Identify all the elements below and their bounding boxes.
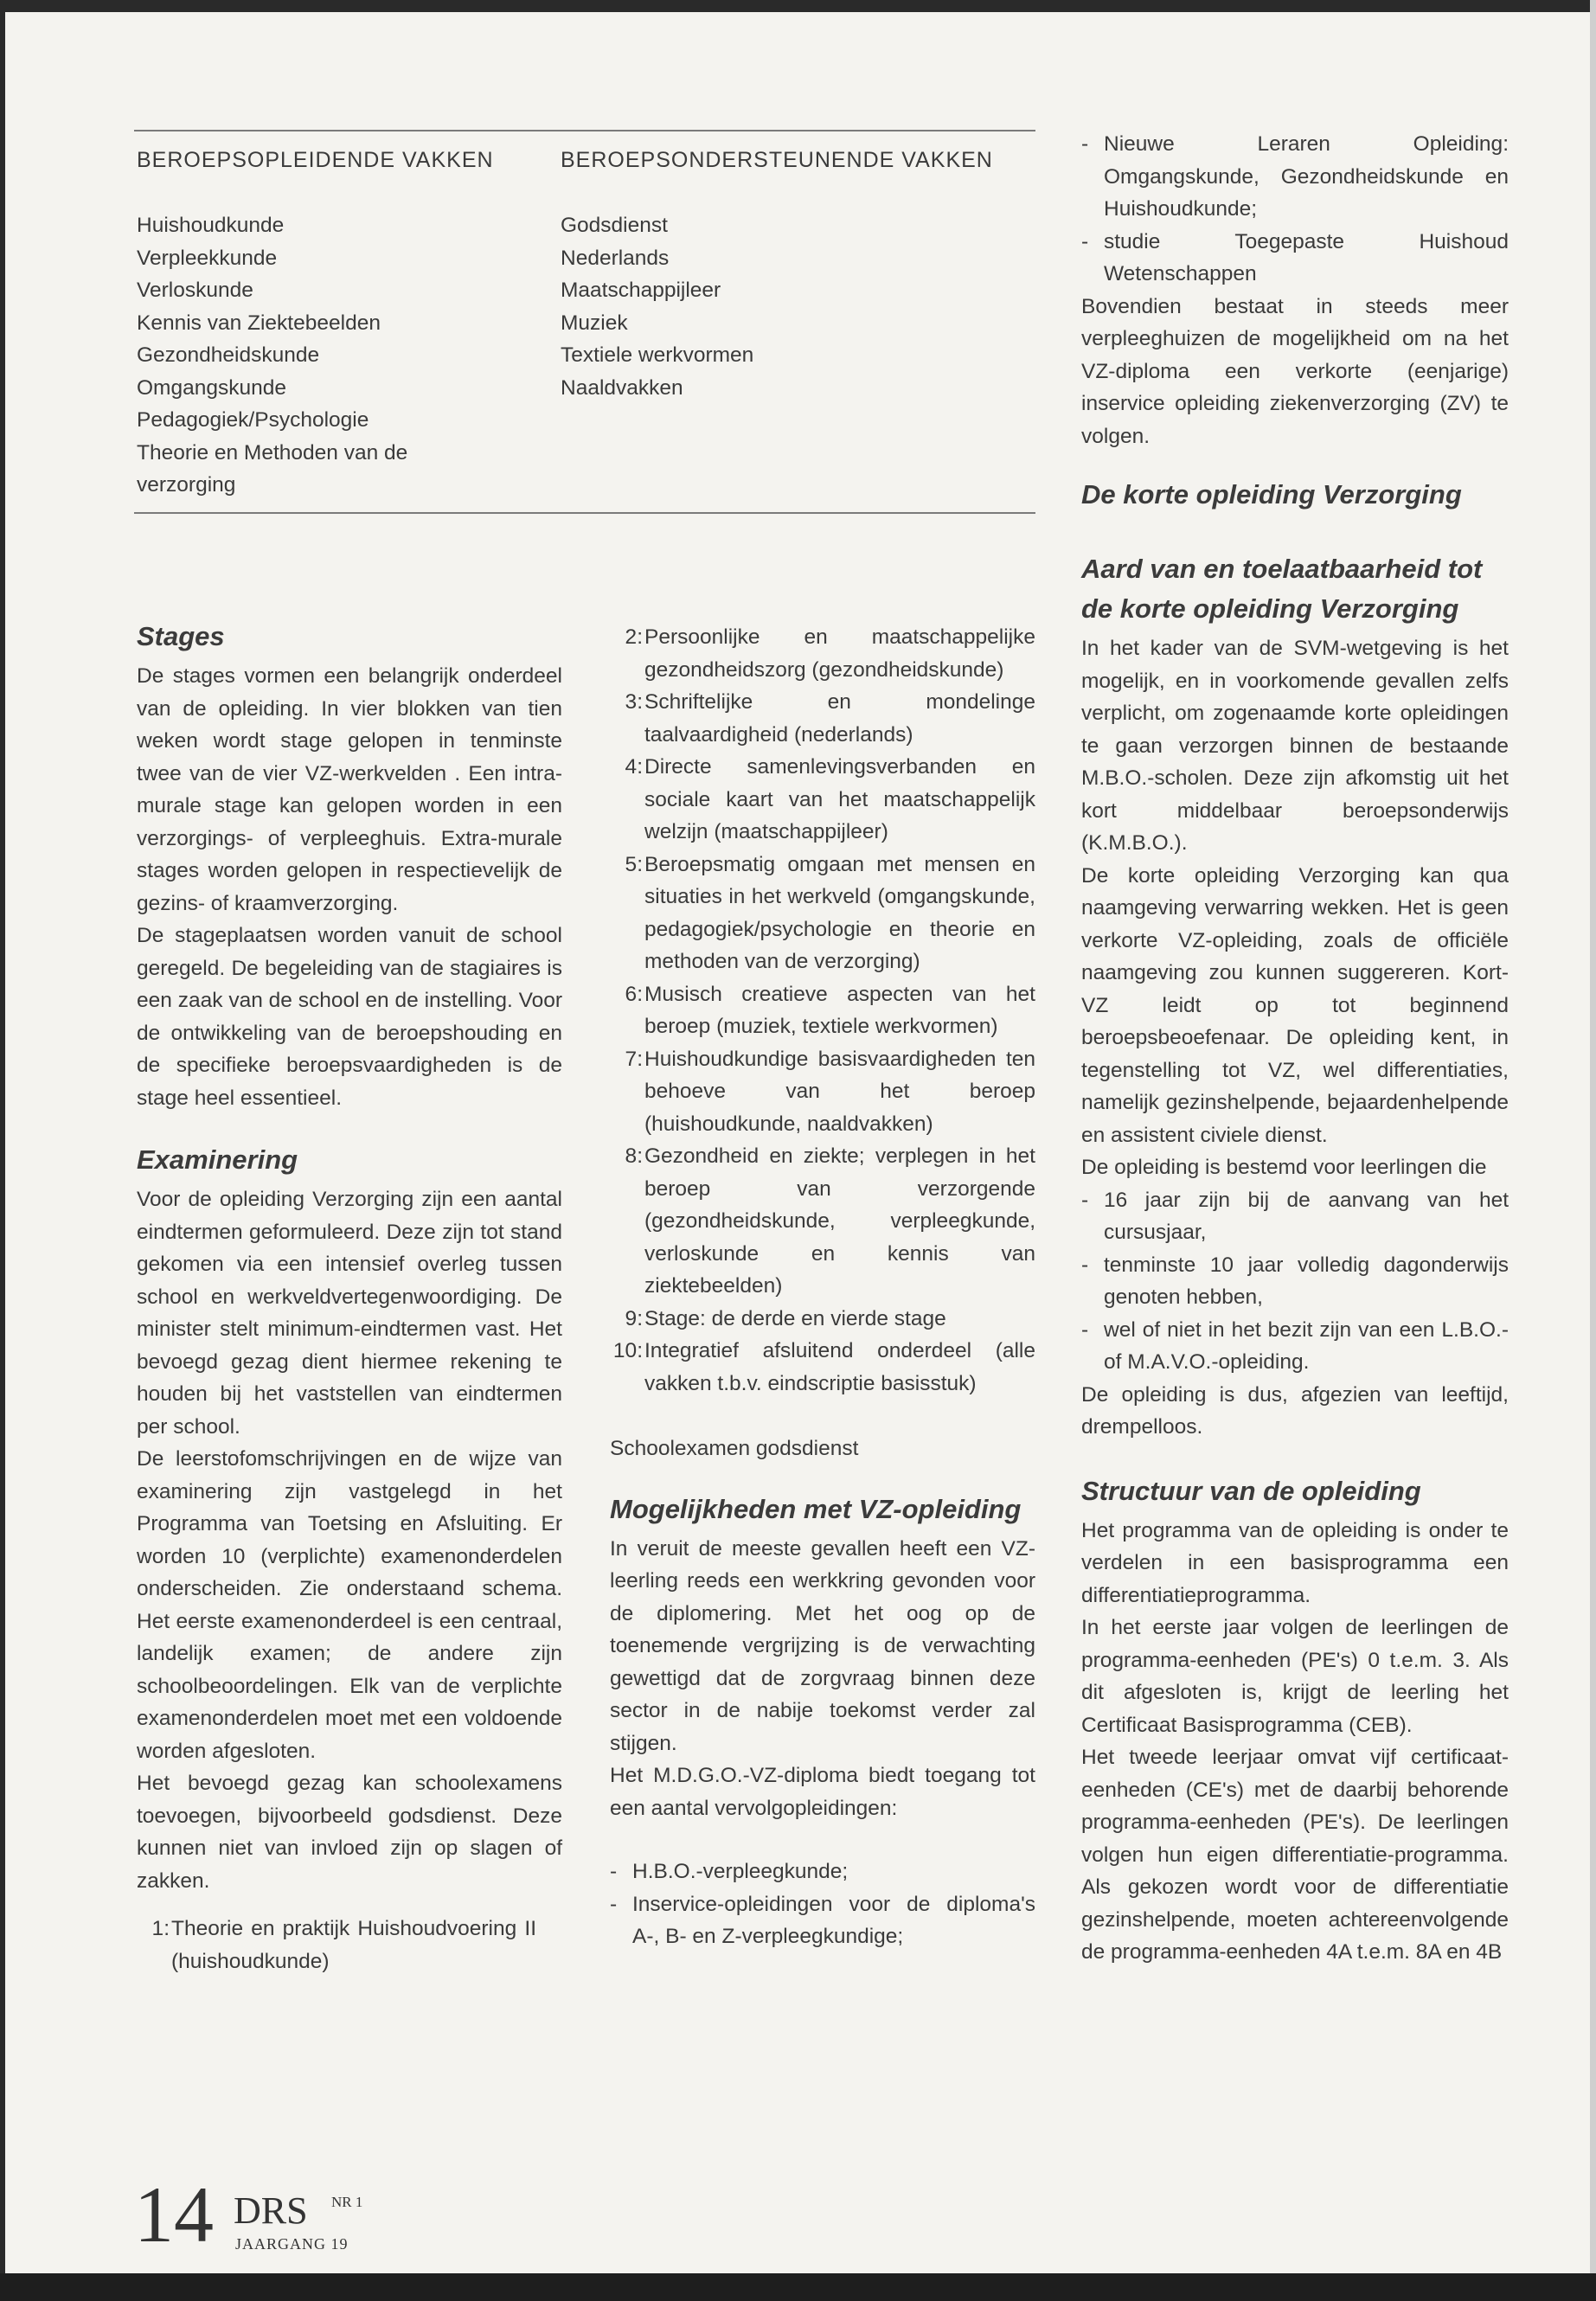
exam-item-text: Schriftelijke en mondelinge taalvaardigheid (nederlands) (644, 690, 1035, 747)
list-item: Textiele werkvormen (561, 343, 754, 367)
korte-opleiding-heading: De korte opleiding Verzorging (1081, 479, 1462, 510)
structuur-paragraph-1: Het programma van de opleiding is onder te verdelen in een basisprogramma een differentiatieprogramma. (1081, 1518, 1509, 1607)
column-3 (1081, 128, 1509, 1969)
subject-table-right (561, 145, 1045, 404)
list-item: - tenminste 10 jaar volledig dagonderwijs genoten hebben, (1081, 1249, 1509, 1314)
page-frame-top (0, 0, 1596, 12)
exam-item-text: Integratief afsluitend onderdeel (alle vakken t.b.v. eindscriptie basisstuk) (644, 1339, 1035, 1395)
requirements-list (1081, 1184, 1509, 1379)
structuur-paragraph-2: In het eerste jaar volgen de leerlingen de programma-eenheden (PE's) 0 t.e.m. 3. Als dit afgesloten is, krijgt de leerling het Certificaat Basisprogramma (CEB). (1081, 1616, 1509, 1737)
exam-item-number: 2 : (610, 621, 643, 654)
exam-item (610, 978, 1035, 1043)
list-item: - 16 jaar zijn bij de aanvang van het cursusjaar, (1081, 1184, 1509, 1249)
aard-paragraph-1: In het kader van de SVM-wetgeving is het mogelijk, en in voorkomende gevallen zelfs verplicht, om zogenaamde korte opleidingen te gaan verzorgen binnen de bestaande M.B.O.-scholen. Deze zijn afkomstig uit het kort middelbaar beroepsonderwijs (K.M.B.O.). (1081, 637, 1509, 855)
list-item: Naaldvakken (561, 375, 683, 400)
exam-item (610, 1043, 1035, 1141)
exam-item (610, 1140, 1035, 1303)
column-2 (610, 621, 1035, 1953)
exam-item-number: 9 : (610, 1303, 643, 1336)
list-item: verzorging (137, 473, 236, 497)
exam-item-text: Huishoudkundige basisvaardigheden ten behoeve van het beroep (huishoudkunde, naaldvakken) (644, 1047, 1035, 1136)
list-item: - studie Toegepaste Huishoud Wetenschappen (1081, 226, 1509, 291)
aard-heading: Aard van en toelaatbaarheid tot de korte opleiding Verzorging (1081, 554, 1483, 624)
list-item: Gezondheidskunde (137, 343, 320, 367)
table-top-rule (134, 130, 1035, 131)
examinering-heading: Examinering (137, 1144, 298, 1175)
table-header-beroepsondersteunend: BEROEPSONDERSTEUNENDE VAKKEN (561, 148, 993, 172)
structuur-heading: Structuur van de opleiding (1081, 1475, 1421, 1506)
beroepsondersteunende-list (561, 209, 1045, 404)
bovendien-paragraph: Bovendien bestaat in steeds meer verpleeghuizen de mogelijkheid om na het VZ-diploma een verkorte (eenjarige) inservice opleiding ziekenverzorging (ZV) te volgen. (1081, 294, 1509, 448)
mogelijkheden-heading: Mogelijkheden met VZ-opleiding (610, 1493, 1022, 1524)
list-item: Godsdienst (561, 214, 668, 237)
volume-label: JAARGANG 19 (235, 2235, 349, 2253)
stages-paragraph-1: De stages vormen een belangrijk onderdeel van de opleiding. In vier blokken van tien weken wordt stage gelopen in tenminste twee van de vier VZ-werkvelden . Een intra-murale stage kan gelopen worden in een verzorgings- of verpleeghuis. Extra-murale stages worden gelopen in respectievelijk de gezins- of kraamverzorging. (137, 664, 562, 915)
examinering-paragraph-2: De leerstofomschrijvingen en de wijze van examinering zijn vastgelegd in het Programma van Toetsing en Afsluiting. Er worden 10 (verplichte) examenonderdelen onderscheiden. Zie onderstaand schema. Het eerste examenonderdeel is een centraal, landelijk examen; de andere zijn schoolbeoordelingen. Elk van de verplichte examenonderdelen moet met een voldoende worden afgesloten. (137, 1447, 562, 1763)
aard-paragraph-4: De opleiding is dus, afgezien van leeftijd, drempelloos. (1081, 1382, 1509, 1439)
exam-item-number: 4 : (610, 751, 643, 784)
list-item: - wel of niet in het bezit zijn van een L.B.O.- of M.A.V.O.-opleiding. (1081, 1314, 1509, 1379)
exam-item (610, 849, 1035, 978)
exam-item (137, 1913, 536, 1977)
exam-item-text: Directe samenlevingsverbanden en sociale kaart van het maatschappelijk welzijn (maatschappijleer) (644, 755, 1035, 843)
exam-list-continued (610, 621, 1035, 1400)
list-item: Omgangskunde (137, 375, 286, 400)
list-item: - Nieuwe Leraren Opleiding: Omgangskunde, Gezondheidskunde en Huishoudkunde; (1081, 128, 1509, 226)
exam-list-start (137, 1913, 562, 1977)
exam-item-text: Persoonlijke en maatschappelijke gezondheidszorg (gezondheidskunde) (644, 625, 1035, 682)
exam-item (610, 1335, 1035, 1400)
column-1 (137, 617, 562, 1977)
exam-item-number: 1 : (137, 1913, 170, 1945)
page-frame-bottom (0, 2273, 1596, 2301)
exam-item (610, 751, 1035, 849)
page-frame-right (1590, 0, 1596, 2301)
exam-item (610, 686, 1035, 751)
aard-paragraph-3: De opleiding is bestemd voor leerlingen die (1081, 1156, 1487, 1179)
schoolexamen-line: Schoolexamen godsdienst (610, 1437, 859, 1460)
magazine-name: DRS (234, 2189, 308, 2232)
exam-item-number: 7 : (610, 1043, 643, 1076)
exam-item-number: 10 : (610, 1335, 643, 1368)
aard-paragraph-2: De korte opleiding Verzorging kan qua naamgeving verwarring wekken. Het is geen verkorte VZ-opleiding, zoals de officiële naamgeving zou kunnen suggereren. Kort-VZ leidt op tot beginnend beroepsbeoefenaar. De opleiding kent, in tegenstelling tot VZ, wel differentiaties, namelijk gezinshelpende, bejaardenhelpende en assistent civiele dienst. (1081, 863, 1509, 1147)
list-item: Verpleekkunde (137, 246, 278, 270)
subject-table-left (137, 145, 535, 502)
beroepsopleidende-list (137, 209, 535, 502)
list-item: Muziek (561, 311, 628, 335)
list-item: Kennis van Ziektebeelden (137, 311, 381, 335)
list-item: Theorie en Methoden van de (137, 440, 408, 465)
issue-number: NR 1 (331, 2194, 363, 2210)
exam-item-number: 6 : (610, 978, 643, 1011)
page-frame-left (0, 0, 5, 2301)
structuur-paragraph-3: Het tweede leerjaar omvat vijf certificaat-eenheden (CE's) met de daarbij behorende programma-eenheden (PE's). De leerlingen volgen hun eigen differentiatie-programma. Als gekozen wordt voor de differentiatie gezinshelpende, moeten achtereenvolgende de programma-eenheden 4A t.e.m. 8A en 4B (1081, 1746, 1509, 1964)
exam-item-text: Gezondheid en ziekte; verplegen in het beroep van verzorgende (gezondheidskunde, verpleegkunde, verloskunde en kennis van ziektebeelden) (644, 1144, 1035, 1298)
exam-item-text: Stage: de derde en vierde stage (644, 1306, 946, 1330)
list-item: Verloskunde (137, 279, 253, 302)
exam-item (610, 621, 1035, 686)
list-item: - Inservice-opleidingen voor de diploma's A-, B- en Z-verpleegkundige; (610, 1888, 1035, 1953)
list-item: Huishoudkunde (137, 214, 285, 237)
exam-item-number: 3 : (610, 686, 643, 719)
list-item: Pedagogiek/Psychologie (137, 408, 369, 432)
exam-item-text: Beroepsmatig omgaan met mensen en situaties in het werkveld (omgangskunde, pedagogiek/psychologie en theorie en methoden van de verzorging) (644, 852, 1035, 973)
examinering-paragraph-3: Het bevoegd gezag kan schoolexamens toevoegen, bijvoorbeeld godsdienst. Deze kunnen niet van invloed zijn op slagen of zakken. (137, 1772, 562, 1893)
exam-item (610, 1303, 1035, 1336)
table-bottom-rule (134, 512, 1035, 514)
exam-item-number: 5 : (610, 849, 643, 881)
vervolgopleidingen-list (610, 1856, 1035, 1953)
exam-item-number: 8 : (610, 1140, 643, 1173)
mogelijkheden-paragraph-1: In veruit de meeste gevallen heeft een VZ-leerling reeds een werkkring gevonden voor de diplomering. Met het oog op de toenemende vergrijzing is de verwachting gewettigd dat de zorgvraag binnen deze sector in de nabije toekomst verder zal stijgen. (610, 1536, 1035, 1755)
examinering-paragraph-1: Voor de opleiding Verzorging zijn een aantal eindtermen geformuleerd. Deze zijn tot stand gekomen via een intensief overleg tussen school en werkveldvertegenwoordiging. De minister stelt minimum-eindtermen vast. Het bevoegd gezag dient hiermee rekening te houden bij het vaststellen van eindtermen per school. (137, 1188, 562, 1439)
exam-item-text: Theorie en praktijk Huishoudvoering II (huishoudkunde) (171, 1917, 536, 1973)
stages-heading: Stages (137, 621, 225, 651)
exam-item-text: Musisch creatieve aspecten van het beroep (muziek, textiele werkvormen) (644, 982, 1035, 1038)
table-header-beroepsopleidend: BEROEPSOPLEIDENDE VAKKEN (137, 148, 494, 172)
page-number: 14 (134, 2170, 214, 2259)
list-item: Nederlands (561, 246, 670, 270)
vervolgopleidingen-list-continued (1081, 128, 1509, 291)
list-item: Maatschappijleer (561, 279, 721, 302)
list-item: - H.B.O.-verpleegkunde; (610, 1856, 1035, 1888)
mogelijkheden-paragraph-2: Het M.D.G.O.-VZ-diploma biedt toegang tot een aantal vervolgopleidingen: (610, 1764, 1035, 1820)
stages-paragraph-2: De stageplaatsen worden vanuit de school geregeld. De begeleiding van de stagiaires is een zaak van de school en de instelling. Voor de ontwikkeling van de beroepshouding en de specifieke beroepsvaardigheden is de stage heel essentieel. (137, 924, 562, 1110)
